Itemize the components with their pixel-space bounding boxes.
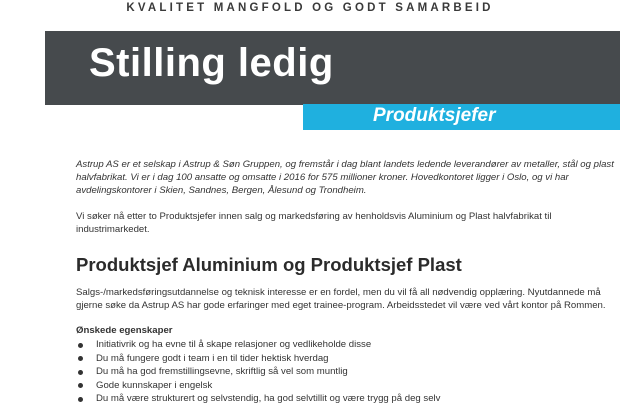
title-banner	[45, 31, 620, 105]
list-item-text: Du må fungere godt i team i en til tider hektisk hverdag	[96, 352, 329, 364]
list-item-text: Gode kunnskaper i engelsk	[96, 379, 213, 391]
list-item-text: Initiativrik og ha evne til å skape relasjoner og vedlikeholde disse	[96, 339, 372, 350]
company-intro: Astrup AS er et selskap i Astrup & Søn Gruppen, og fremstår i dag blant landets ledende leverandører av metaller, stål og plast halvfabrikat. Vi er i dag 100 ansatte og omsatte i 2016 for 575 millioner kroner. Hovedkontoret ligger i Oslo, og vi har avdelingskontorer i Skien, Sandnes, Bergen, Ålesund og Trondheim.	[76, 159, 614, 196]
page-title: Stilling ledig	[89, 41, 334, 85]
bullet-icon	[78, 343, 83, 348]
bullet-icon	[78, 383, 83, 388]
list-item	[76, 365, 440, 379]
list-item-text: Du må ha god fremstillingsevne, skriftlig så vel som muntlig	[96, 366, 348, 378]
list-item	[76, 352, 440, 366]
list-item	[76, 338, 440, 352]
section-heading: Produktsjef Aluminium og Produktsjef Plast	[76, 254, 462, 275]
list-item	[76, 379, 440, 393]
search-paragraph: Vi søker nå etter to Produktsjefer innen salg og markedsføring av henholdsvis Aluminium og Plast halvfabrikat til industrimarkedet.	[76, 211, 552, 235]
list-item	[76, 392, 440, 406]
tagline: KVALITET MANGFOLD OG GODT SAMARBEID	[126, 2, 494, 14]
bullet-icon	[78, 356, 83, 361]
bullet-icon	[78, 370, 83, 375]
bullet-icon	[78, 397, 83, 402]
subtitle-bar	[303, 104, 620, 130]
list-item-text: Du må være strukturert og selvstendig, ha god selvtillit og være trygg på deg selv	[96, 393, 441, 405]
section-description: Salgs-/markedsføringsutdannelse og teknisk interesse er en fordel, men du vil få all nødvendig opplæring. Nyutdannede må gjerne søke da Astrup AS har gode erfaringer med eget trainee-program. Arbeidsstedet vil være ved vårt kontor på Rommen.	[76, 287, 606, 311]
page-subtitle: Produktsjefer	[373, 105, 496, 126]
qualities-list	[76, 338, 440, 406]
qualities-label: Ønskede egenskaper	[76, 325, 173, 336]
